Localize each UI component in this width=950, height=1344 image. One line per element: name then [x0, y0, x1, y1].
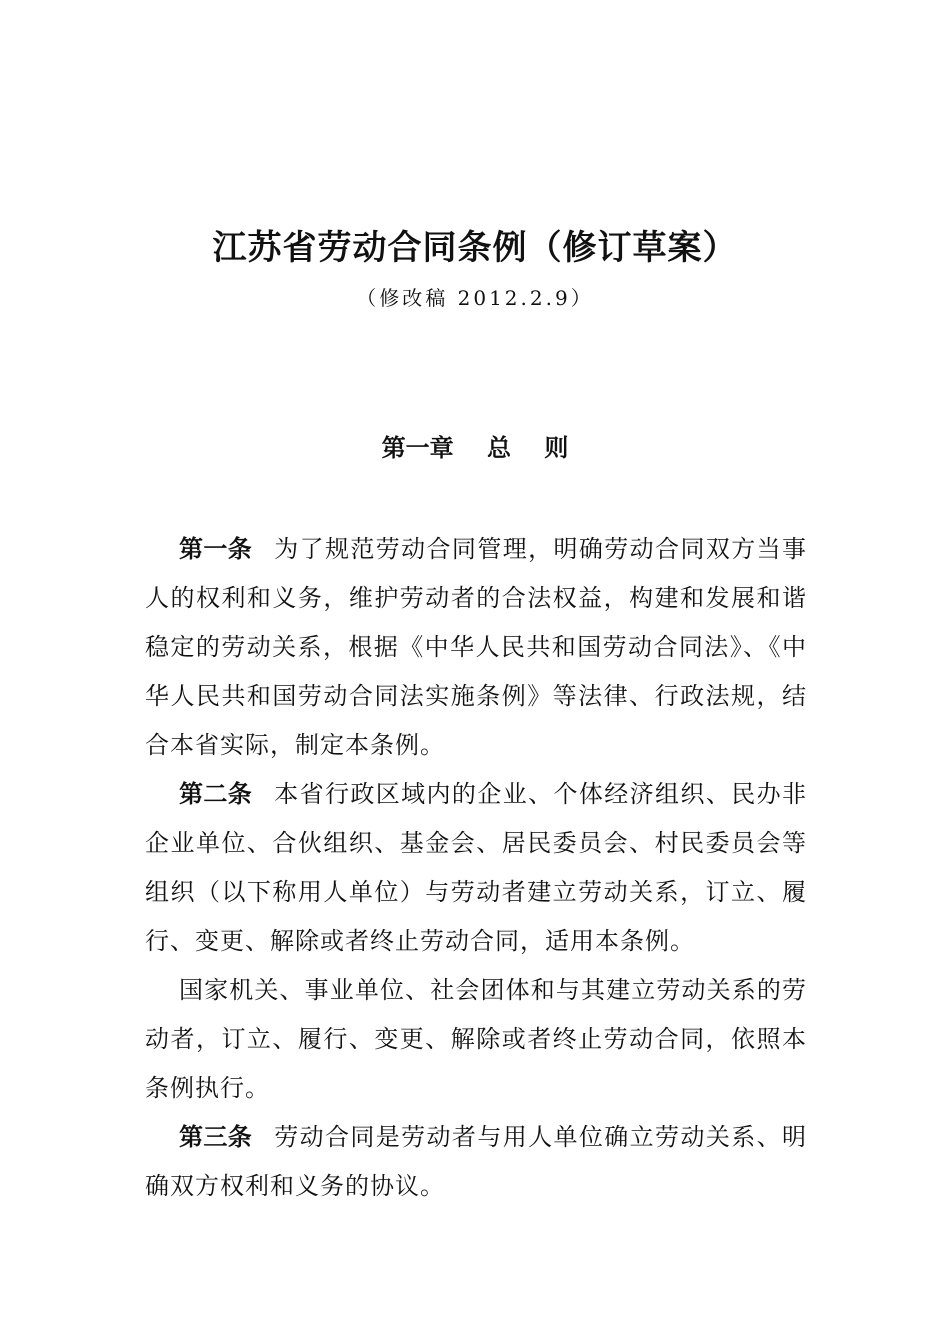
article-2-label: 第二条	[179, 780, 253, 808]
chapter-heading: 第一章 总 则	[381, 434, 569, 462]
document-body	[145, 525, 807, 1211]
document-title: 江苏省劳动合同条例（修订草案）	[212, 228, 738, 268]
document-subtitle: （修改稿 2012.2.9）	[356, 286, 594, 310]
article-2	[145, 770, 807, 966]
article-2-paragraph-2	[145, 966, 807, 1113]
article-3-text: 劳动合同是劳动者与用人单位确立劳动关系、明确双方权利和义务的协议。	[145, 1123, 808, 1200]
article-1-label: 第一条	[179, 535, 253, 563]
article-2-paragraph-2-text: 国家机关、事业单位、社会团体和与其建立劳动关系的劳动者，订立、履行、变更、解除或者终止劳动合同，依照本条例执行。	[145, 976, 807, 1102]
article-1-text: 为了规范劳动合同管理，明确劳动合同双方当事人的权利和义务，维护劳动者的合法权益，构建和发展和谐稳定的劳动关系，根据《中华人民共和国劳动合同法》、《中华人民共和国劳动合同法实施条例》等法律、行政法规，结合本省实际，制定本条例。	[145, 535, 808, 759]
article-3	[145, 1113, 807, 1211]
article-2-text: 本省行政区域内的企业、个体经济组织、民办非企业单位、合伙组织、基金会、居民委员会、村民委员会等组织（以下称用人单位）与劳动者建立劳动关系，订立、履行、变更、解除或者终止劳动合同，适用本条例。	[145, 780, 808, 955]
article-1	[145, 525, 807, 770]
article-3-label: 第三条	[179, 1123, 253, 1151]
